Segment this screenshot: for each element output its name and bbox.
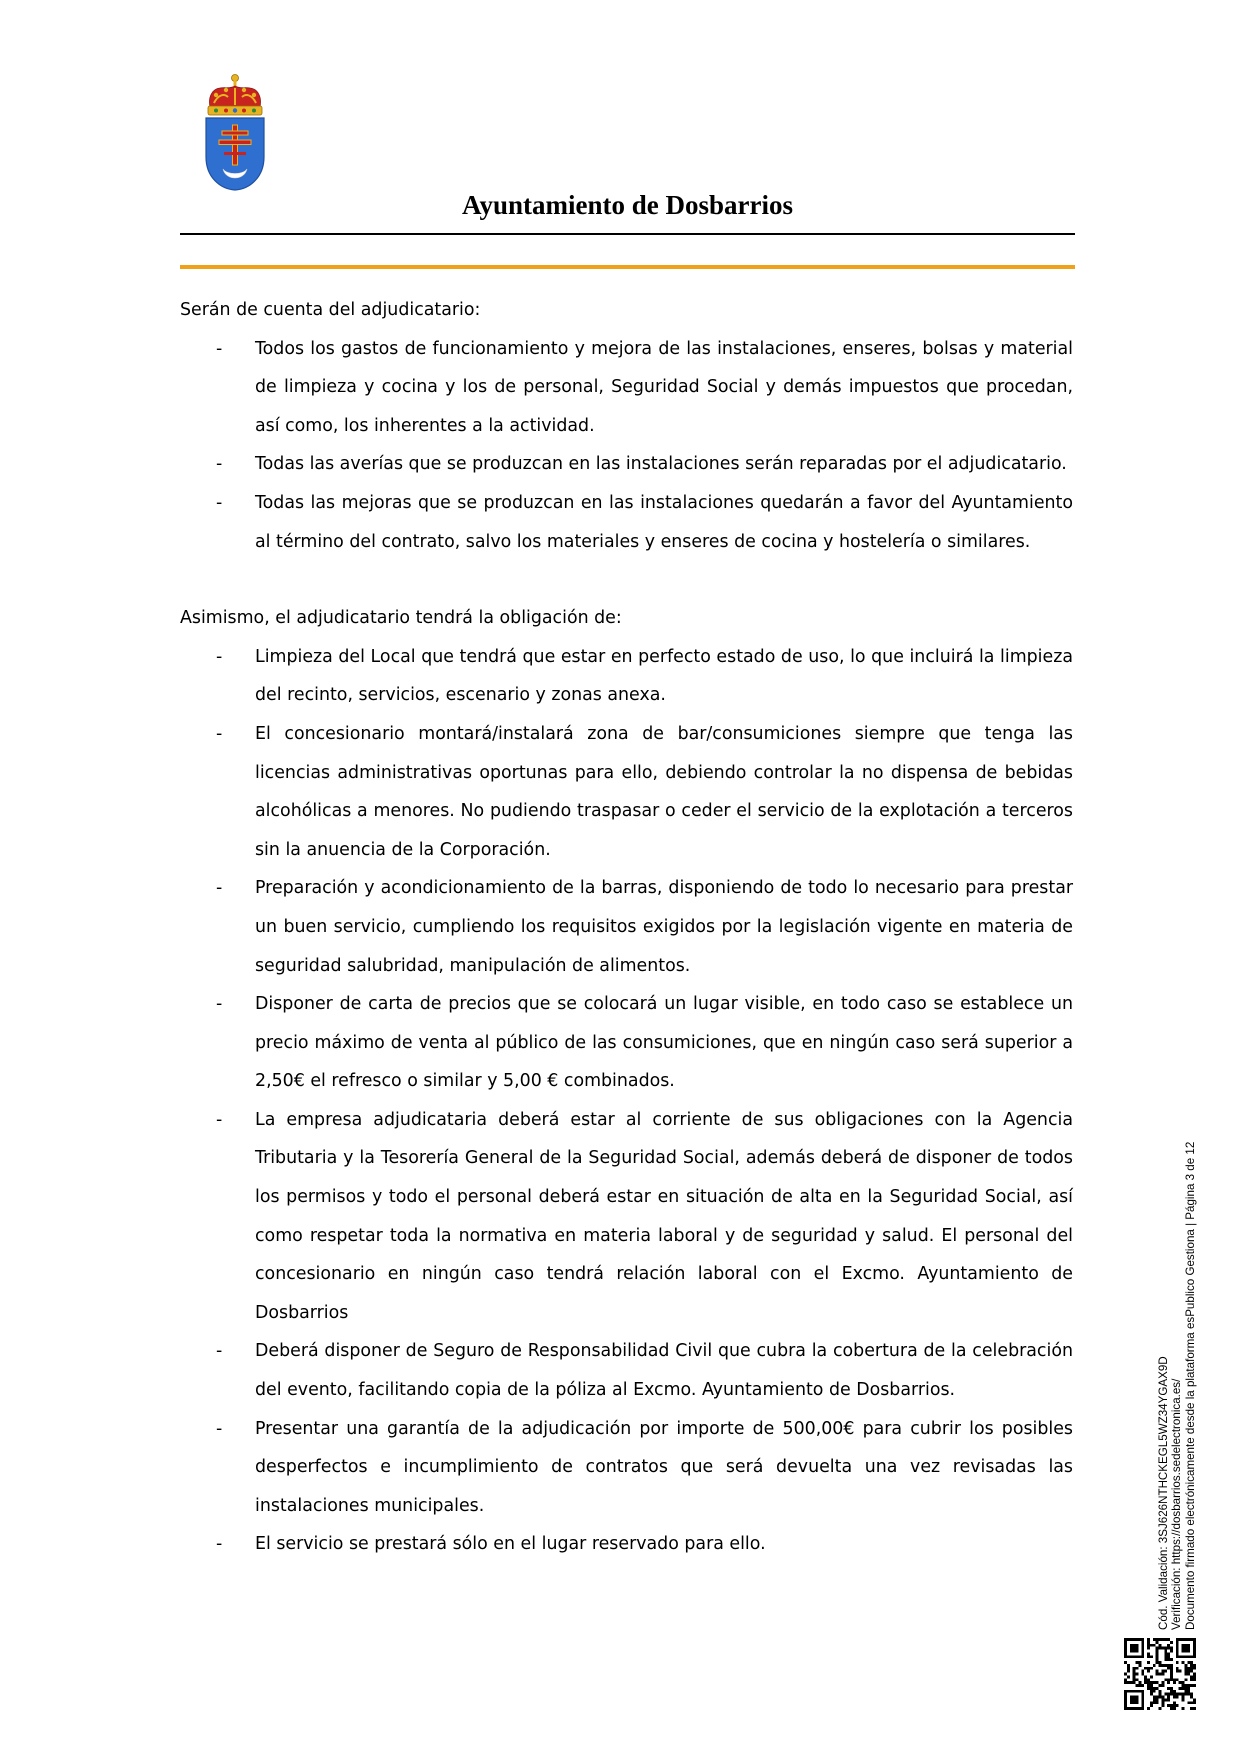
list-item: - Todos los gastos de funcionamiento y mejora de las instalaciones, enseres, bolsas y material de limpieza y cocina y los de personal, Seguridad Social y demás impuestos que procedan, así como, los inherentes a la actividad. bbox=[216, 338, 1073, 436]
header-divider bbox=[180, 233, 1075, 235]
verification-footer bbox=[1157, 1142, 1197, 1630]
list-item: - La empresa adjudicataria deberá estar al corriente de sus obligaciones con la Agencia Tributaria y la Tesorería General de la Seguridad Social, además deberá de disponer de todos los permisos y todo el personal deberá estar en situación de alta en la Seguridad Social, así como respetar toda la normativa en materia laboral y de seguridad y salud. El personal del concesionario en ningún caso tendrá relación laboral con el Excmo. Ayuntamiento de Dosbarrios bbox=[216, 1109, 1073, 1323]
list-item: - Deberá disponer de Seguro de Responsabilidad Civil que cubra la cobertura de la celebración del evento, facilitando copia de la póliza al Excmo. Ayuntamiento de Dosbarrios. bbox=[216, 1341, 1073, 1401]
section-intro: Asimismo, el adjudicatario tendrá la obligación de: bbox=[180, 608, 622, 629]
obligations-list bbox=[180, 638, 1073, 1564]
obligations-list bbox=[180, 330, 1073, 562]
coat-of-arms-icon bbox=[202, 73, 268, 191]
list-item: - El concesionario montará/instalará zona de bar/consumiciones siempre que tenga las licencias administrativas oportunas para ello, debiendo controlar la no dispensa de bebidas alcohólicas a menores. No pudiendo traspasar o ceder el servicio de la explotación a terceros sin la anuencia de la Corporación. bbox=[216, 723, 1073, 860]
document-body bbox=[180, 291, 1073, 1564]
header-accent-divider bbox=[180, 265, 1075, 269]
list-item: - El servicio se prestará sólo en el lugar reservado para ello. bbox=[216, 1534, 766, 1555]
list-item: - Todas las averías que se produzcan en las instalaciones serán reparadas por el adjudicatario. bbox=[216, 454, 1067, 475]
list-item: - Preparación y acondicionamiento de la barras, disponiendo de todo lo necesario para prestar un buen servicio, cumpliendo los requisitos exigidos por la legislación vigente en materia de seguridad salubridad, manipulación de alimentos. bbox=[216, 878, 1073, 976]
signature-note: Documento firmado electrónicamente desde la plataforma esPublico Gestiona | Página 3 de 12 bbox=[1183, 1141, 1197, 1630]
verification-url: Verificación: https://dosbarrios.sedelectronica.es/ bbox=[1170, 1378, 1184, 1630]
list-item: - Limpieza del Local que tendrá que estar en perfecto estado de uso, lo que incluirá la limpieza del recinto, servicios, escenario y zonas anexa. bbox=[216, 646, 1073, 706]
municipality-title: Ayuntamiento de Dosbarrios bbox=[461, 190, 793, 220]
list-item: - Todas las mejoras que se produzcan en las instalaciones quedarán a favor del Ayuntamiento al término del contrato, salvo los materiales y enseres de cocina y hostelería o similares. bbox=[216, 492, 1073, 552]
section-intro: Serán de cuenta del adjudicatario: bbox=[180, 300, 481, 320]
list-item: - Disponer de carta de precios que se colocará un lugar visible, en todo caso se establece un precio máximo de venta al público de las consumiciones, que en ningún caso será superior a 2,50€ el refresco o similar y 5,00 € combinados. bbox=[216, 994, 1073, 1092]
qr-code-icon[interactable] bbox=[1124, 1638, 1196, 1710]
validation-code: Cód. Validación: 3SJ626NTHCKEGL5WZ34YGAX9D bbox=[1157, 1356, 1170, 1630]
list-item: - Presentar una garantía de la adjudicación por importe de 500,00€ para cubrir los posibles desperfectos e incumplimiento de contratos que será devuelta una vez revisadas las instalaciones municipales. bbox=[216, 1418, 1073, 1516]
